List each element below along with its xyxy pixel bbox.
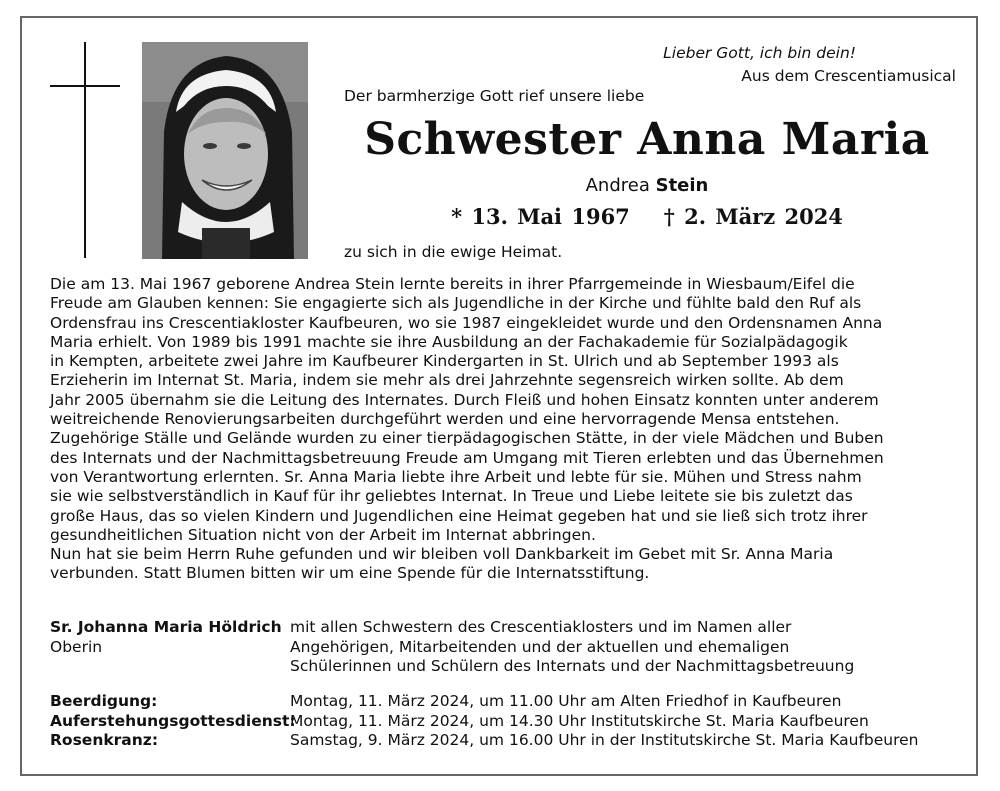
bio-line: Maria erhielt. Von 1989 bis 1991 machte sie ihre Ausbildung an der Fachakademie für Sozialpädagogik bbox=[50, 332, 848, 351]
bio-line: gesundheitlichen Situation nicht von der Arbeit im Internat abbringen. bbox=[50, 525, 596, 544]
signer-name: Sr. Johanna Maria Höldrich bbox=[50, 618, 282, 636]
signer-line: Angehörigen, Mitarbeitenden und der aktuellen und ehemaligen bbox=[290, 637, 790, 656]
bio-line: verbunden. Statt Blumen bitten wir um eine Spende für die Internatsstiftung. bbox=[50, 564, 650, 583]
birth-first-name: Andrea bbox=[585, 175, 650, 196]
home-text: zu sich in die ewige Heimat. bbox=[344, 243, 563, 261]
bio-line: in Kempten, arbeitete zwei Jahre im Kaufbeurer Kindergarten in St. Ulrich und ab September 1993 als bbox=[50, 352, 839, 371]
life-dates bbox=[322, 204, 972, 229]
biography bbox=[50, 275, 955, 584]
bio-line: weitreichende Renovierungsarbeiten durchgeführt werden und eine hervorragende Mensa entstehen. bbox=[50, 410, 840, 429]
birth-name bbox=[322, 175, 972, 196]
birth-last-name: Stein bbox=[655, 175, 709, 196]
motto-source: Aus dem Crescentiamusical bbox=[741, 67, 956, 85]
bio-line: sie wie selbstverständlich in Kauf für ihr geliebtes Internat. In Treue und Liebe leitete sie bis zuletzt das bbox=[50, 487, 853, 506]
event-row bbox=[50, 731, 919, 751]
bio-line: Erzieherin im Internat St. Maria, indem sie mehr als drei Jahrzehnte segensreich wirken sollte. Ab dem bbox=[50, 371, 844, 390]
bio-line: Nun hat sie beim Herrn Ruhe gefunden und wir bleiben voll Dankbarkeit im Gebet mit Sr. Anna Maria bbox=[50, 545, 834, 564]
intro-text: Der barmherzige Gott rief unsere liebe bbox=[344, 87, 645, 105]
deceased-name: Schwester Anna Maria bbox=[364, 114, 930, 165]
signer-line: Schülerinnen und Schülern des Internats und der Nachmittagsbetreuung bbox=[290, 657, 855, 675]
bio-line: Freude am Glauben kennen: Sie engagierte sich als Jugendliche in der Kirche und fühlte bald den Ruf als bbox=[50, 294, 862, 313]
event-value: Montag, 11. März 2024, um 11.00 Uhr am Alten Friedhof in Kaufbeuren bbox=[290, 692, 842, 710]
portrait-photo bbox=[142, 42, 308, 259]
bio-line: Zugehörige Ställe und Gelände wurden zu einer tierpädagogischen Stätte, in der viele Mädchen und Buben bbox=[50, 429, 884, 448]
bio-line: des Internats und der Nachmittagsbetreuung Freude am Umgang mit Tieren erlebten und das Übernehmen bbox=[50, 448, 884, 467]
motto bbox=[663, 42, 956, 88]
cross-icon bbox=[84, 42, 86, 258]
event-value: Montag, 11. März 2024, um 14.30 Uhr Institutskirche St. Maria Kaufbeuren bbox=[290, 711, 869, 730]
events bbox=[50, 692, 919, 751]
signer-role: Oberin bbox=[50, 637, 103, 656]
event-label: Beerdigung: bbox=[50, 692, 158, 710]
birth-date: * 13. Mai 1967 bbox=[451, 204, 630, 229]
motto-quote: Lieber Gott, ich bin dein! bbox=[663, 44, 856, 62]
event-row bbox=[50, 692, 919, 712]
signer-text bbox=[290, 618, 854, 677]
cross-icon-bar bbox=[50, 85, 120, 87]
bio-line: Jahr 2005 übernahm sie die Leitung des Internates. Durch Fleiß und hohen Einsatz konnten unter anderem bbox=[50, 390, 879, 409]
event-label: Rosenkranz: bbox=[50, 731, 159, 749]
event-row bbox=[50, 712, 919, 732]
death-date: † 2. März 2024 bbox=[663, 204, 843, 229]
bio-line: von Verantwortung erlernten. Sr. Anna Maria liebte ihre Arbeit und lebte für sie. Mühen und Stress nahm bbox=[50, 467, 862, 486]
portrait-illustration bbox=[142, 42, 308, 259]
event-value: Samstag, 9. März 2024, um 16.00 Uhr in der Institutskirche St. Maria Kaufbeuren bbox=[290, 731, 919, 749]
bio-line: Ordensfrau ins Crescentiakloster Kaufbeuren, wo sie 1987 eingekleidet wurde und den Ordensnamen Anna bbox=[50, 313, 883, 332]
bio-line: große Haus, das so vielen Kindern und Jugendlichen eine Heimat gegeben hat und sie ließ sich trotz ihrer bbox=[50, 506, 868, 525]
signer-line: mit allen Schwestern des Crescentiaklosters und im Namen aller bbox=[290, 618, 792, 636]
event-label: Auferstehungsgottesdienst: bbox=[50, 711, 296, 730]
signer bbox=[50, 618, 282, 657]
bio-line: Die am 13. Mai 1967 geborene Andrea Stein lernte bereits in ihrer Pfarrgemeinde in Wiesbaum/Eifel die bbox=[50, 275, 855, 293]
